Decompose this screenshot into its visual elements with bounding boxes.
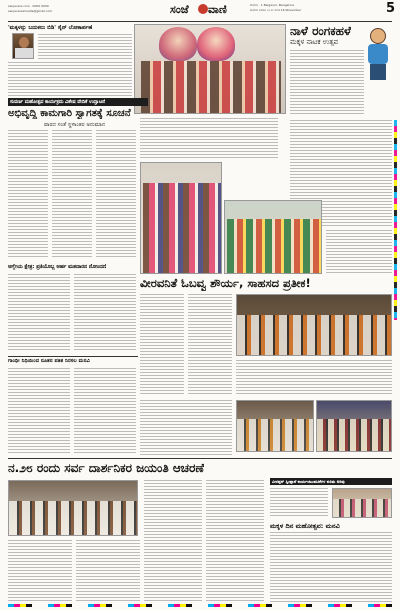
article-jayanti-col-4 — [206, 480, 264, 602]
masthead-left-top: sanjevani.com · 0000 0000 — [8, 4, 49, 8]
article-voter-col-1 — [8, 274, 70, 352]
jayanti-meeting-photo — [8, 480, 138, 536]
article-obavva-col-1 — [140, 294, 184, 396]
ceremony-crowd — [237, 315, 392, 356]
girls-group-figures — [143, 183, 221, 274]
article-jayanti-rule — [8, 458, 392, 459]
article-childrens-day-body-1 — [270, 488, 328, 518]
obavva-ceremony-photo — [236, 294, 392, 356]
article-jayanti-title: ನ.೨೮ ರಂದು ಸರ್ವ ದಾರ್ಶನಿಕರ ಜಯಂತಿ ಆಚರಣೆ — [8, 461, 205, 475]
article-development-kicker: ಸುವರ್ಣ ಮಹೋತ್ಸವ ಕಾರ್ಯಕ್ರಮ ವಿಶೇಷ ವೇದಿಕೆ ಉದ್ಘಾಟನೆ — [10, 100, 105, 105]
portrait-photo — [12, 33, 34, 59]
article-childrens-day-title: ಮಕ್ಕಳ ದಿನ ಮಹೋತ್ಸವ: ಮನವಿ — [270, 522, 340, 530]
article-jayanti-col-1 — [8, 540, 72, 602]
portrait-shirt — [15, 48, 33, 59]
article-development-subtitle: ವಾರದ ಸಂತೆ ಸ್ಥಳಾಂತರ ಅನುಮಾನ — [44, 122, 105, 128]
article-top-right — [288, 24, 392, 116]
article-voter-col-2 — [74, 274, 136, 352]
stage-photo-1 — [236, 400, 314, 452]
right-column-body-2 — [326, 230, 392, 274]
article-gandhi-col-1 — [8, 368, 70, 454]
childrens-day-photo — [332, 488, 392, 518]
side-registration-bar — [394, 120, 397, 320]
girls-group-photo — [140, 162, 222, 274]
cartoon-legs — [370, 64, 386, 80]
students-figures — [227, 219, 321, 274]
stage-photo-2 — [316, 400, 392, 452]
article-gandhi — [8, 356, 138, 456]
article-jayanti-col-2 — [76, 540, 140, 602]
article-jayanti-col-3 — [144, 480, 202, 602]
jayanti-meeting-people — [9, 501, 138, 536]
childrens-day-people — [333, 499, 392, 518]
article-development-col-2 — [52, 130, 92, 258]
article-development-title: ಅಭಿವೃದ್ಧಿ ಕಾಮಗಾರಿ ಸ್ವಾಗತಕ್ಕೆ ಸೂಚನೆ — [8, 108, 131, 119]
article-development-col-1 — [8, 130, 48, 258]
color-registration-bar — [8, 604, 392, 607]
logo-emblem-icon — [198, 4, 208, 14]
logo-left: ಸಂಜೆ — [170, 3, 189, 16]
cartoon-body — [368, 44, 388, 64]
article-childrens-day-body-2 — [270, 532, 392, 602]
article-top-left-title: 'ಮಕ್ಕಳನ್ನು ಬದುಕಲು ಬಿಡಿ' ಸೈನ್ ಲೋಕಾರ್ಪಣೆ — [8, 25, 93, 31]
article-obavva — [140, 276, 392, 396]
center-upper-body — [140, 118, 278, 158]
article-development-col-3 — [96, 130, 136, 258]
cartoon-head — [370, 28, 386, 44]
cartoon-boy-illustration — [364, 28, 392, 80]
mask-right — [197, 27, 235, 61]
portrait-face-icon — [19, 37, 29, 48]
article-gandhi-col-2 — [74, 368, 136, 454]
masthead-rule — [8, 21, 392, 22]
article-top-right-body — [290, 50, 364, 116]
article-obavva-title: ವೀರವನಿತೆ ಓಬವ್ವ ಶೌರ್ಯ, ಸಾಹಸದ ಪ್ರತೀಕ! — [140, 276, 311, 290]
logo-right: ವಾಣಿ — [208, 3, 227, 16]
mask-left — [159, 27, 197, 61]
article-voter — [8, 262, 138, 352]
masthead-left-bottom: sanjevaniemedia@gmail.com — [8, 9, 53, 13]
article-top-left-body-2 — [8, 62, 132, 96]
article-gandhi-title: ಗಾಂಧೀ ನಿಧಿಯಿಂದ ನೂತನ ಪತಿತ ನಿರಸಲ ಮನವಿ — [8, 358, 90, 364]
article-voter-title: ಆಗ್ನೇಯ ಕ್ಷೇತ್ರ: ಪ್ರತಿಯೊಬ್ಬ ಅರ್ಹ ಮತದಾರನ ನೋಂದಣಿ — [8, 264, 107, 270]
masthead-logo — [170, 2, 234, 20]
article-obavva-col-3 — [236, 360, 392, 396]
article-top-left-body-1 — [38, 34, 132, 60]
article-top-right-title: ನಾಳೆ ರಂಗಕಹಳೆ — [290, 24, 351, 38]
article-top-left — [8, 24, 132, 96]
article-childrens-day-kicker: ವೀರಪ್ಪನ್ ಸ್ವೀಪ್ಪಾನೆ ಕಾರ್ಯಚಟುವಟಿಕೆಗಳ ಕುರಿತು ಅರಿವು — [272, 479, 345, 484]
center-lower-body — [140, 400, 232, 456]
stage-photo-2-people — [317, 419, 392, 452]
article-gandhi-rule — [8, 356, 138, 357]
article-childrens-day — [270, 478, 392, 602]
masthead — [0, 0, 400, 24]
article-top-right-subtitle: ಮಕ್ಕಳ ನಾಟಕ ಉತ್ಸವ — [290, 38, 339, 46]
students-costume-photo — [224, 200, 322, 274]
masthead-right-bottom: ಶನಿವಾರ ಜನವರಿ ೨೦೨೪ ಸಂಜೆ 16 November — [250, 8, 302, 12]
article-obavva-col-2 — [188, 294, 232, 396]
masthead-right-top: ಶನಿವಾರ · 1 Belgaum, Bangalore — [250, 3, 295, 7]
page-number: 5 — [386, 1, 396, 16]
stage-photo-1-people — [237, 419, 314, 452]
